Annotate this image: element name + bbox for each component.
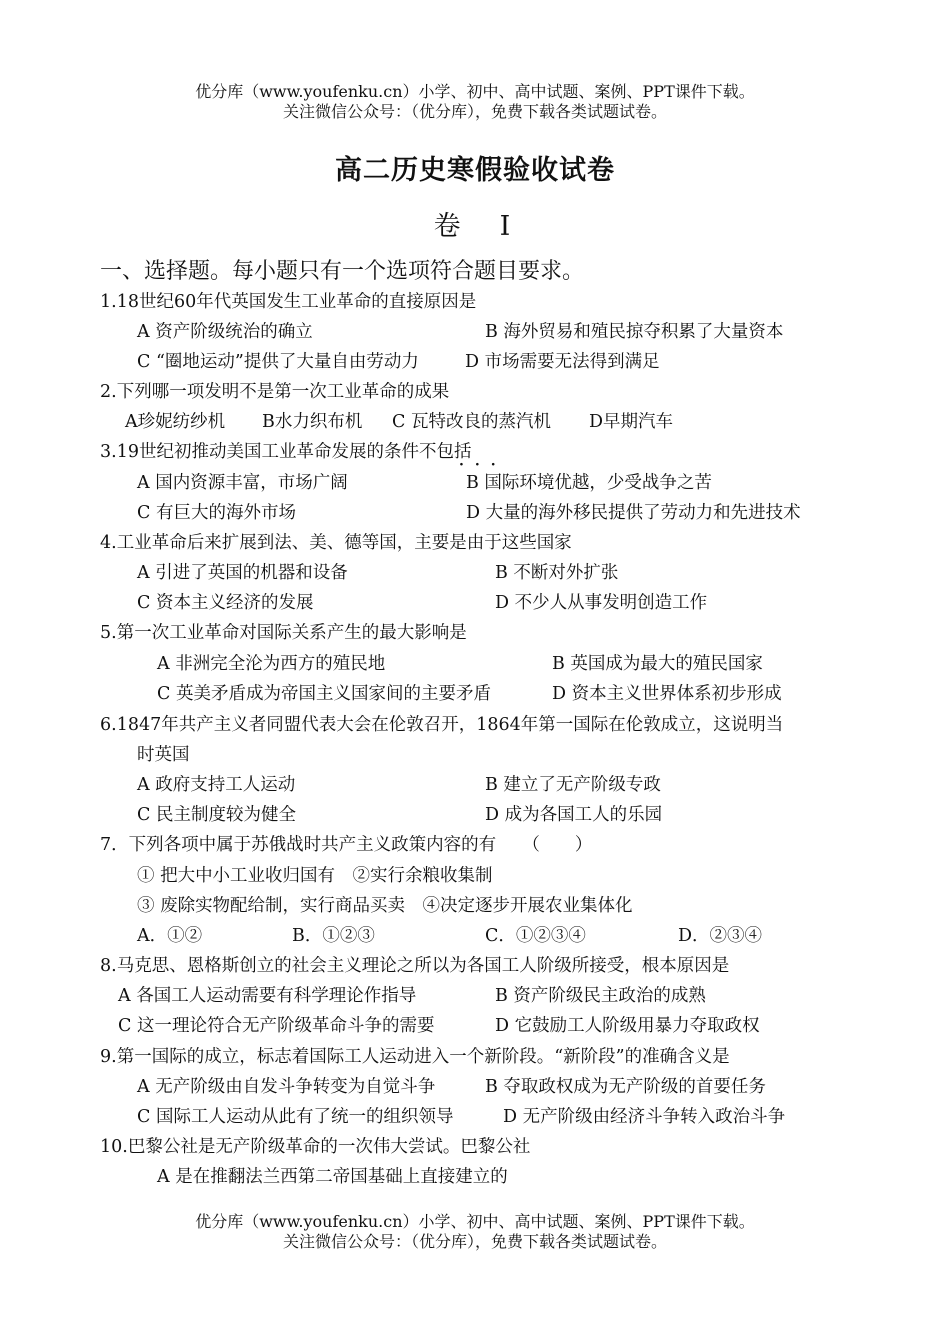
option-b: B水力织布机 <box>262 412 363 432</box>
statement-line: ③ 废除实物配给制，实行商品买卖 ④决定逐步开展农业集体化 <box>137 896 633 916</box>
option-a: A．①② <box>137 926 203 946</box>
question-stem: 4.工业革命后来扩展到法、美、德等国，主要是由于这些国家 <box>100 533 572 553</box>
option-d: D早期汽车 <box>589 412 674 432</box>
option-a: A 非洲完全沦为西方的殖民地 <box>157 654 386 674</box>
option-d: D．②③④ <box>678 926 763 946</box>
question-stem: 7．下列各项中属于苏俄战时共产主义政策内容的有 （ ） <box>100 835 593 855</box>
option-c: C 这一理论符合无产阶级革命斗争的需要 <box>118 1016 435 1036</box>
footer-line-2: 关注微信公众号：（优分库），免费下载各类试题试卷。 <box>282 1232 667 1251</box>
option-d: D 资本主义世界体系初步形成 <box>552 684 782 704</box>
question-stem: 6.1847年共产主义者同盟代表大会在伦敦召开，1864年第一国际在伦敦成立，这说明当 <box>100 715 784 735</box>
option-b: B 海外贸易和殖民掠夺积累了大量资本 <box>485 322 784 342</box>
option-b: B．①②③ <box>292 926 375 946</box>
option-c: C 有巨大的海外市场 <box>137 503 296 523</box>
option-b: B 英国成为最大的殖民国家 <box>552 654 763 674</box>
option-b: B 夺取政权成为无产阶级的首要任务 <box>485 1077 766 1097</box>
option-d: D 它鼓励工人阶级用暴力夺取政权 <box>495 1016 760 1036</box>
option-d: D 不少人从事发明创造工作 <box>495 593 708 613</box>
option-c: C 资本主义经济的发展 <box>137 593 314 613</box>
option-a: A 国内资源丰富，市场广阔 <box>137 473 348 493</box>
option-c: C．①②③④ <box>485 926 586 946</box>
statement-line: ① 把大中小工业收归国有 ②实行余粮收集制 <box>137 866 493 886</box>
option-d: D 无产阶级由经济斗争转入政治斗争 <box>503 1107 786 1127</box>
header-line-1: 优分库（www.youfenku.cn）小学、初中、高中试题、案例、PPT课件下载。 <box>195 82 755 101</box>
option-b: B 资产阶级民主政治的成熟 <box>495 986 706 1006</box>
emphasis-dots: ··· <box>459 457 507 473</box>
volume-label: 卷 I <box>433 211 517 242</box>
question-stem: 8.马克思、恩格斯创立的社会主义理论之所以为各国工人阶级所接受，根本原因是 <box>100 956 730 976</box>
footer-line-1: 优分库（www.youfenku.cn）小学、初中、高中试题、案例、PPT课件下载。 <box>195 1212 755 1231</box>
question-stem-continued: 时英国 <box>137 745 190 765</box>
page-title: 高二历史寒假验收试卷 <box>335 155 615 186</box>
question-stem: 1.18世纪60年代英国发生工业革命的直接原因是 <box>100 292 477 312</box>
option-a: A 各国工人运动需要有科学理论作指导 <box>118 986 417 1006</box>
option-c: C 民主制度较为健全 <box>137 805 296 825</box>
option-b: B 国际环境优越，少受战争之苦 <box>466 473 712 493</box>
header-line-2: 关注微信公众号：（优分库），免费下载各类试题试卷。 <box>282 102 667 121</box>
option-d: D 市场需要无法得到满足 <box>465 352 660 372</box>
option-a: A 无产阶级由自发斗争转变为自觉斗争 <box>137 1077 436 1097</box>
option-a: A珍妮纺纱机 <box>125 412 226 432</box>
section-heading: 一、选择题。每小题只有一个选项符合题目要求。 <box>100 259 585 284</box>
option-c: C 国际工人运动从此有了统一的组织领导 <box>137 1107 454 1127</box>
question-stem: 9.第一国际的成立，标志着国际工人运动进入一个新阶段。“新阶段”的准确含义是 <box>100 1047 730 1067</box>
option-d: D 大量的海外移民提供了劳动力和先进技术 <box>466 503 801 523</box>
option-a: A 是在推翻法兰西第二帝国基础上直接建立的 <box>157 1167 508 1187</box>
option-a: A 资产阶级统治的确立 <box>137 322 313 342</box>
option-c: C “圈地运动”提供了大量自由劳动力 <box>137 352 419 372</box>
question-stem: 5.第一次工业革命对国际关系产生的最大影响是 <box>100 623 467 643</box>
option-a: A 引进了英国的机器和设备 <box>137 563 348 583</box>
option-c: C 瓦特改良的蒸汽机 <box>392 412 551 432</box>
option-c: C 英美矛盾成为帝国主义国家间的主要矛盾 <box>157 684 491 704</box>
option-a: A 政府支持工人运动 <box>137 775 296 795</box>
option-b: B 不断对外扩张 <box>495 563 619 583</box>
option-d: D 成为各国工人的乐园 <box>485 805 663 825</box>
question-stem: 10.巴黎公社是无产阶级革命的一次伟大尝试。巴黎公社 <box>100 1137 531 1157</box>
question-stem: 2.下列哪一项发明不是第一次工业革命的成果 <box>100 382 450 402</box>
question-stem: 3.19世纪初推动美国工业革命发展的条件不包括 <box>100 442 472 462</box>
option-b: B 建立了无产阶级专政 <box>485 775 661 795</box>
